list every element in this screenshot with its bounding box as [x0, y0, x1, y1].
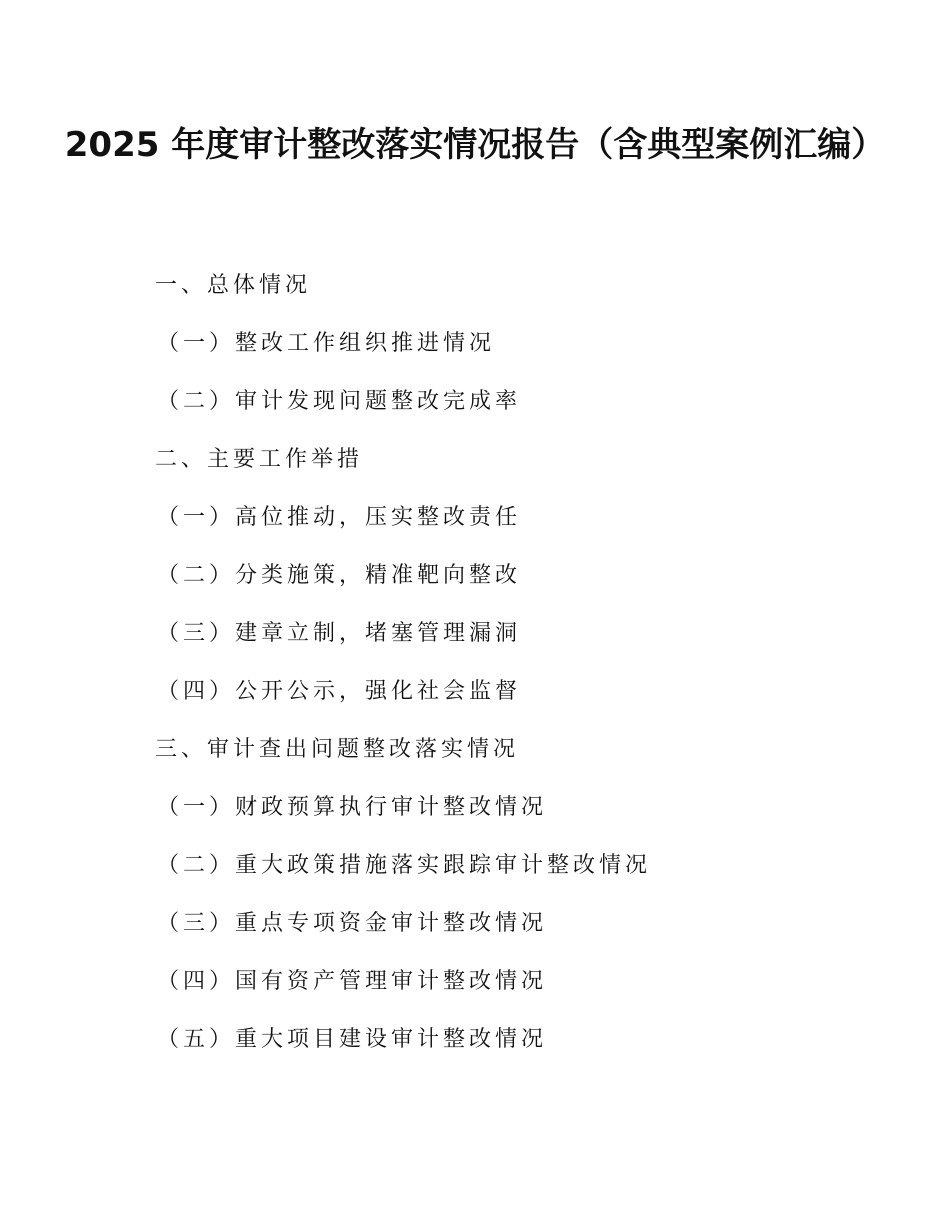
outline-subheading: （三）重点专项资金审计整改情况 — [157, 911, 548, 936]
outline-heading-1: 一、总体情况 — [155, 273, 312, 298]
outline-subheading: （一）高位推动，压实整改责任 — [157, 505, 522, 530]
outline-subheading: （三）建章立制，堵塞管理漏洞 — [157, 621, 522, 646]
outline-subheading: （二）审计发现问题整改完成率 — [157, 389, 522, 414]
outline-heading-3: 三、审计查出问题整改落实情况 — [155, 737, 520, 762]
outline-list — [155, 266, 875, 1078]
outline-subheading: （四）国有资产管理审计整改情况 — [157, 969, 548, 994]
outline-subheading: （一）整改工作组织推进情况 — [157, 331, 496, 356]
outline-subheading: （四）公开公示，强化社会监督 — [157, 679, 522, 704]
outline-subheading: （五）重大项目建设审计整改情况 — [157, 1027, 548, 1052]
outline-heading-2: 二、主要工作举措 — [155, 447, 364, 472]
outline-subheading: （一）财政预算执行审计整改情况 — [157, 795, 548, 820]
outline-subheading: （二）重大政策措施落实跟踪审计整改情况 — [157, 853, 652, 878]
document-title: 2025 年度审计整改落实情况报告（含典型案例汇编） — [64, 125, 886, 165]
outline-subheading: （二）分类施策，精准靶向整改 — [157, 563, 522, 588]
